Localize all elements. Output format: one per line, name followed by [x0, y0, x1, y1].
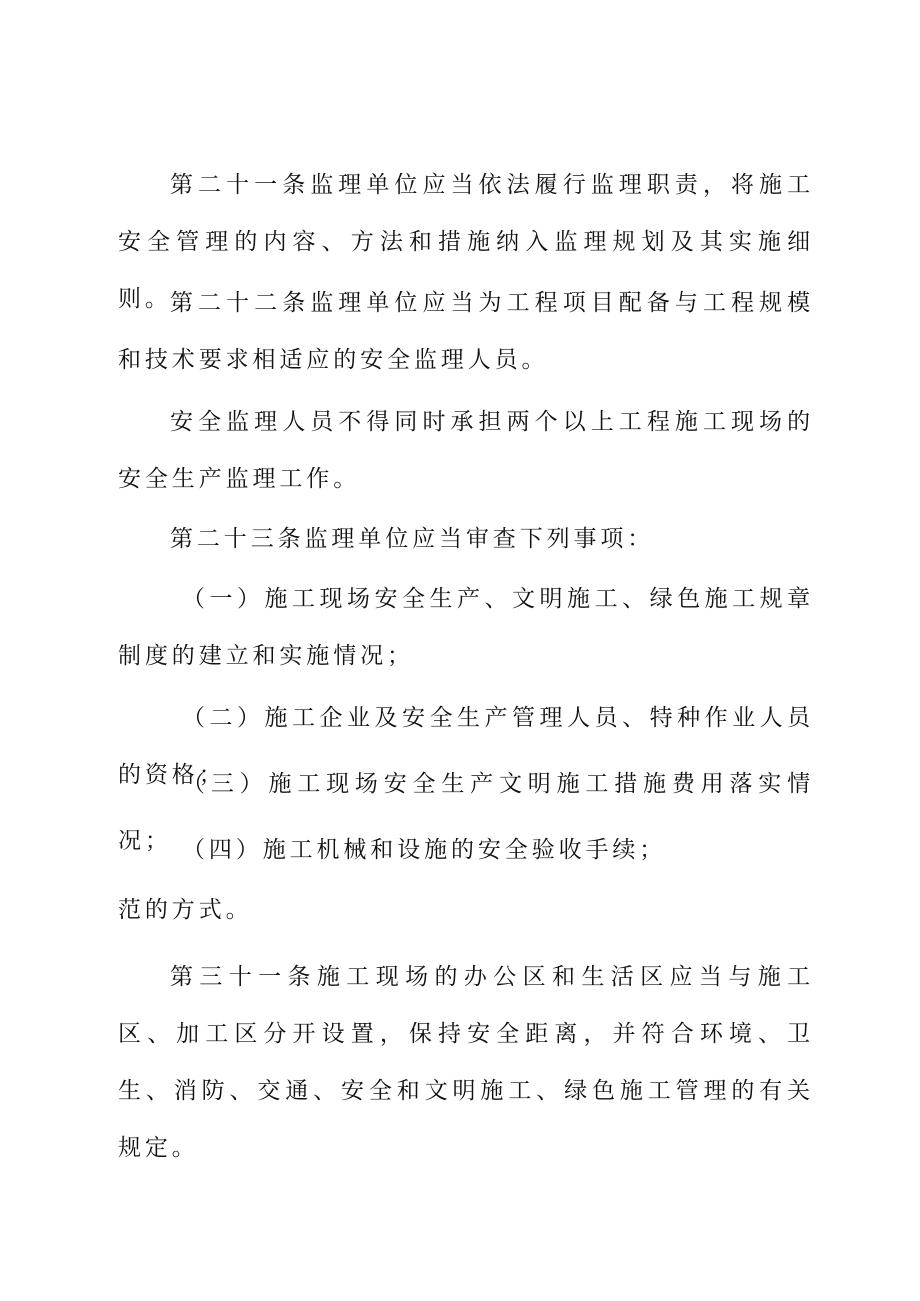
paragraph-article-21: 第二十一条监理单位应当依法履行监理职责，将施工安全管理的内容、方法和措施纳入监理规划及其实施细则。	[118, 172, 814, 312]
list-item-1: （一）施工现场安全生产、文明施工、绿色施工规章制度的建立和实施情况；	[118, 586, 814, 669]
paragraph-article-31: 第三十一条施工现场的办公区和生活区应当与施工区、加工区分开设置，保持安全距离，并符合环境、卫生、消防、交通、安全和文明施工、绿色施工管理的有关规定。	[118, 964, 814, 1161]
paragraph-safety-supervisors: 安全监理人员不得同时承担两个以上工程施工现场的安全生产监理工作。	[118, 409, 814, 492]
list-item-4: （四）施工机械和设施的安全验收手续；	[182, 837, 667, 863]
list-item-3: （三）施工现场安全生产文明施工措施费用落实情况；	[118, 771, 814, 854]
paragraph-fragment: 范的方式。	[118, 897, 253, 923]
list-item-2: （二）施工企业及安全生产管理人员、特种作业人员的资格；	[118, 705, 814, 788]
paragraph-article-23: 第二十三条监理单位应当审查下列事项：	[170, 526, 655, 552]
paragraph-article-22: 第二十二条监理单位应当为工程项目配备与工程规模和技术要求相适应的安全监理人员。	[118, 290, 814, 373]
